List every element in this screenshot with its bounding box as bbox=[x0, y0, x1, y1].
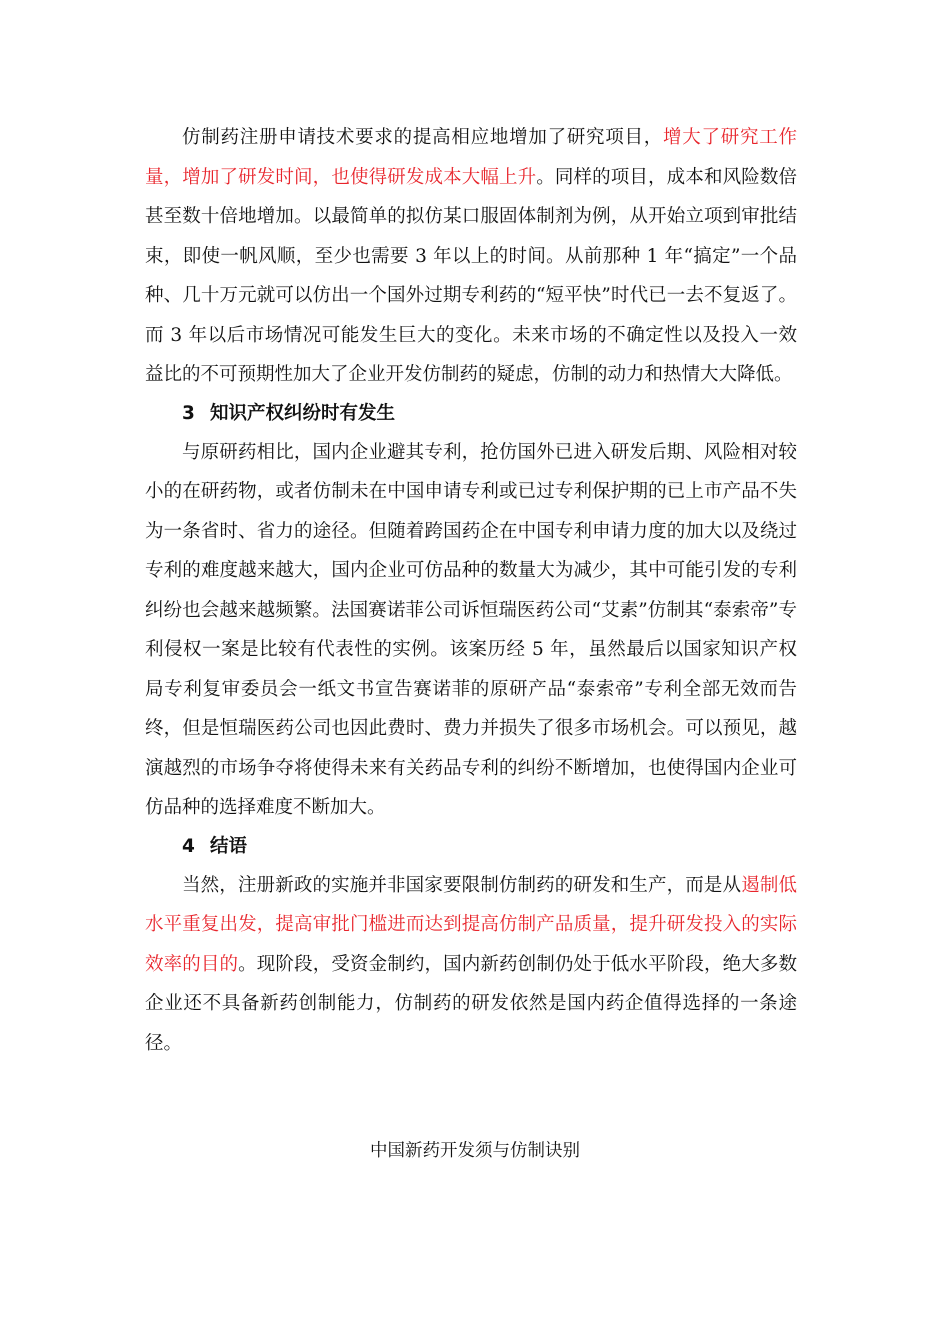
section-title: 知识产权纠纷时有发生 bbox=[210, 402, 396, 424]
highlighted-text: 遏制低水平重复出发，提高审批门槛进而达到提高仿制产品质量，提升研发投入的实际效率的目的 bbox=[145, 874, 797, 975]
paragraph-text: 。现阶段，受资金制约，国内新药创制仍处于低水平阶段，绝大多数企业还不具备新药创制能力，仿制药的研发依然是国内药企值得选择的一条途径。 bbox=[145, 953, 797, 1054]
document-body bbox=[145, 118, 797, 1063]
paragraph-conclusion bbox=[145, 866, 797, 1064]
paragraph-cost-increase bbox=[145, 118, 797, 395]
section-number: 4 bbox=[182, 835, 195, 857]
section-title: 结语 bbox=[210, 835, 248, 857]
highlighted-text: 增大了研究工作量，增加了研发时间，也使得研发成本大幅上升 bbox=[145, 127, 797, 188]
paragraph-text: 当然，注册新政的实施并非国家要限制仿制药的研发和生产，而是从 bbox=[182, 874, 742, 896]
article-title: 中国新药开发须与仿制诀别 bbox=[370, 1141, 580, 1161]
section-heading-3 bbox=[145, 395, 797, 433]
paragraph-text: 仿制药注册申请技术要求的提高相应地增加了研究项目， bbox=[182, 127, 664, 148]
paragraph-patent-disputes: 与原研药相比，国内企业避其专利，抢仿国外已进入研发后期、风险相对较小的在研药物，或者仿制未在中国申请专利或已过专利保护期的已上市产品不失为一条省时、省力的途径。但随着跨国药企在中国专利申请力度的加大以及绕过专利的难度越来越大，国内企业可仿品种的数量大为减少，其中可能引发的专利纠纷也会越来越频繁。法国赛诺菲公司诉恒瑞医药公司“艾素”仿制其“泰索帝”专利侵权一案是比较有代表性的实例。该案历经 5 年，虽然最后以国家知识产权局专利复审委员会一纸文书宣告赛诺菲的原研产品“泰索帝”专利全部无效而告终，但是恒瑞医药公司也因此费时、费力并损失了很多市场机会。可以预见，越演越烈的市场争夺将使得未来有关药品专利的纠纷不断增加，也使得国内企业可仿品种的选择难度不断加大。 bbox=[145, 441, 797, 818]
section-number: 3 bbox=[182, 402, 195, 424]
paragraph-text: 。同样的项目，成本和风险数倍甚至数十倍地增加。以最简单的拟仿某口服固体制剂为例，从开始立项到审批结束，即使一帆风顺，至少也需要 3 年以上的时间。从前那种 1 年“搞定”一个品种、几十万元就可以仿出一个国外过期专利药的“短平快”时代已一去不复返了。而 3 年以后市场情况可能发生巨大的变化。未来市场的不确定性以及投入一效益比的不可预期性加大了企业开发仿制药的疑虑，仿制的动力和热情大大降低。 bbox=[145, 166, 797, 385]
section-heading-4 bbox=[145, 828, 797, 866]
